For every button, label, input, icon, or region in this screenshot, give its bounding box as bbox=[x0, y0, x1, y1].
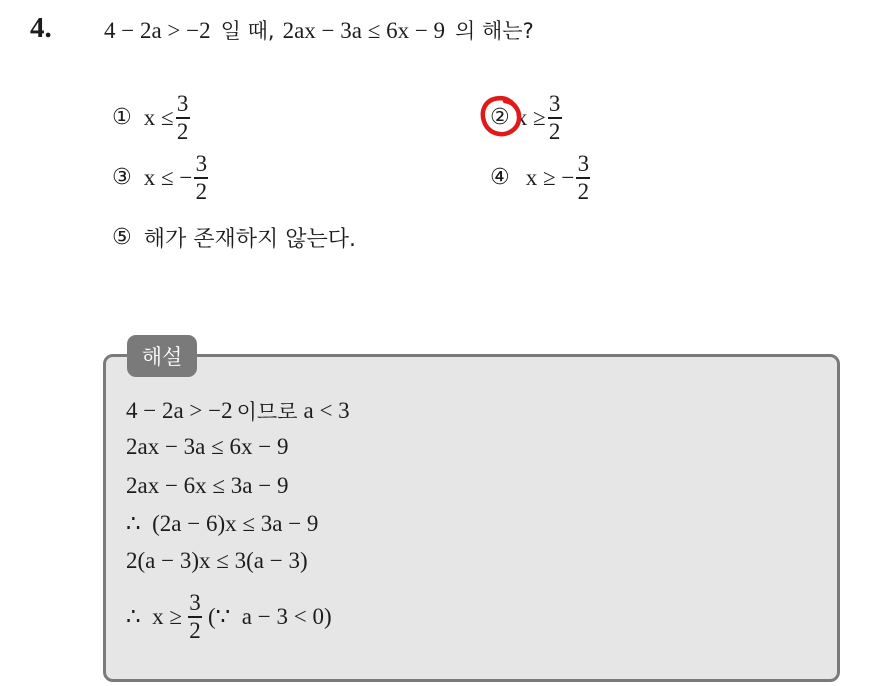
solution-line-1-math: 4 − 2a > −2 bbox=[126, 398, 233, 423]
choice-4-numerator: 3 bbox=[577, 151, 590, 176]
choice-2-fraction bbox=[548, 91, 562, 145]
choice-3-expr: x ≤ − bbox=[143, 164, 193, 190]
solution-line-6-denominator: 2 bbox=[189, 617, 201, 643]
choice-1-expr: x ≤ bbox=[143, 104, 174, 130]
solution-line-3 bbox=[126, 473, 288, 499]
solution-line-1-tail: a < 3 bbox=[303, 398, 350, 423]
solution-line-2 bbox=[126, 434, 288, 460]
solution-label: 해설 bbox=[127, 335, 197, 377]
choice-3-number: ③ bbox=[112, 165, 132, 191]
choice-2-denominator: 2 bbox=[548, 118, 561, 144]
choice-3[interactable] bbox=[112, 151, 208, 205]
choice-4[interactable] bbox=[490, 151, 590, 205]
solution-line-1-korean: 이므로 bbox=[236, 400, 298, 424]
question-inequality: 2ax − 3a ≤ 6x − 9 bbox=[282, 18, 446, 43]
choice-1-numerator: 3 bbox=[176, 91, 189, 116]
solution-line-4-math: ∴ (2a − 6)x ≤ 3a − 9 bbox=[126, 511, 319, 536]
choice-2-number: ② bbox=[490, 105, 510, 131]
solution-line-4 bbox=[126, 511, 318, 537]
solution-line-3-math: 2ax − 6x ≤ 3a − 9 bbox=[126, 473, 289, 498]
choice-1-number: ① bbox=[112, 105, 132, 131]
answer-circle-mark bbox=[478, 93, 524, 139]
choice-1-denominator: 2 bbox=[176, 118, 189, 144]
choice-4-expr: x ≥ − bbox=[525, 164, 575, 190]
choice-4-number: ④ bbox=[490, 165, 510, 191]
question-text bbox=[104, 15, 534, 45]
choice-1[interactable] bbox=[112, 91, 190, 145]
question-ask: 의 해는? bbox=[455, 19, 534, 43]
choice-1-fraction bbox=[176, 91, 190, 145]
choice-4-fraction bbox=[576, 151, 590, 205]
solution-line-2-math: 2ax − 3a ≤ 6x − 9 bbox=[126, 434, 289, 459]
question-condition: 4 − 2a > −2 bbox=[104, 18, 211, 43]
choice-3-denominator: 2 bbox=[195, 178, 208, 204]
choice-5-number: ⑤ bbox=[112, 225, 132, 250]
solution-line-6-tail: (∵ a − 3 < 0) bbox=[208, 603, 332, 629]
choice-2-expr: x ≥ bbox=[515, 104, 546, 130]
solution-line-1 bbox=[126, 396, 350, 426]
solution-line-6 bbox=[126, 590, 332, 644]
question-number: 4. bbox=[30, 12, 52, 44]
choice-5[interactable] bbox=[112, 222, 356, 253]
choice-4-denominator: 2 bbox=[577, 178, 590, 204]
solution-line-6-numerator: 3 bbox=[189, 590, 201, 615]
choice-3-fraction bbox=[194, 151, 208, 205]
choice-2-numerator: 3 bbox=[548, 91, 561, 116]
question-when: 일 때, bbox=[220, 19, 275, 43]
solution-line-6-fraction bbox=[188, 590, 202, 644]
solution-line-5 bbox=[126, 548, 308, 574]
choice-5-text: 해가 존재하지 않는다. bbox=[143, 227, 356, 252]
solution-line-5-math: 2(a − 3)x ≤ 3(a − 3) bbox=[126, 548, 308, 573]
choice-3-numerator: 3 bbox=[195, 151, 208, 176]
solution-line-6-lead: ∴ x ≥ bbox=[126, 603, 183, 629]
